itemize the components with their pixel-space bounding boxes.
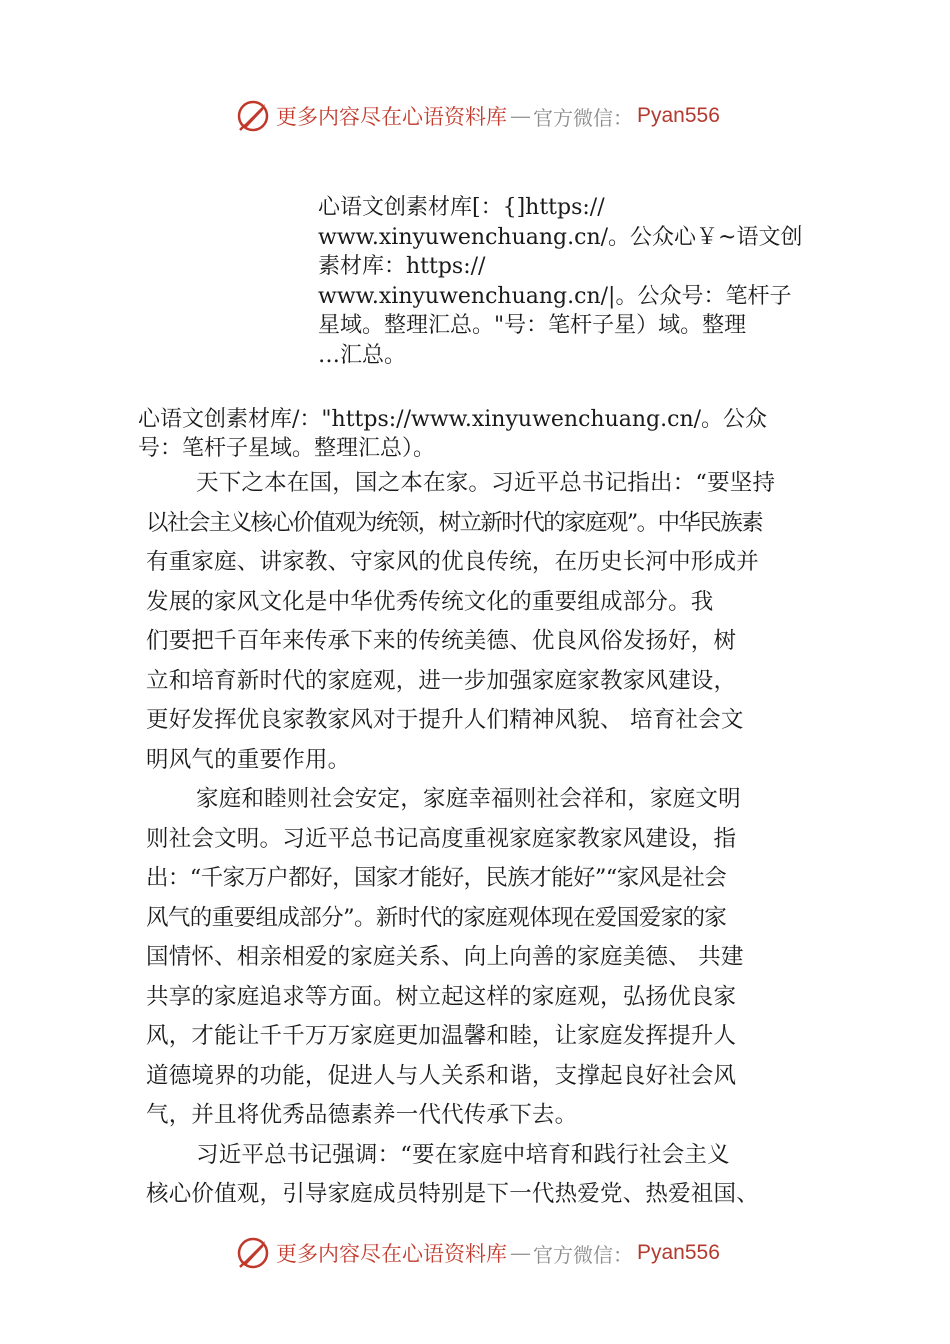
paragraph-line: 家庭和睦则社会安定，家庭幸福则社会祥和，家庭文明	[196, 786, 741, 812]
paragraph-line: 发展的家风文化是中华优秀传统文化的重要组成部分。我	[146, 588, 714, 615]
paragraph-line: 气，并且将优秀品德素养一代代传承下去。	[146, 1102, 578, 1128]
note-line: 心语文创素材库[：{]https://	[318, 195, 605, 220]
article-body	[146, 464, 826, 1215]
paragraph-line: 道德境界的功能，促进人与人关系和谐，支撑起良好社会风	[146, 1062, 737, 1089]
paragraph-line: 明风气的重要作用。	[146, 746, 351, 773]
note-line: 素材库：https://	[318, 254, 486, 279]
banner-wechat-id: Pyan556	[637, 1241, 720, 1264]
note-line: …汇总。	[318, 342, 407, 368]
paragraph-line: 习近平总书记强调：“要在家庭中培育和践行社会主义	[196, 1141, 730, 1168]
paragraph-line: 们要把千百年来传承下来的传统美德、优良风俗发扬好，树	[146, 628, 737, 654]
credit-line: 心语文创素材库/："https://www.xinyuwenchuang.cn/。公众	[138, 407, 768, 432]
paragraph-line: 立和培育新时代的家庭观，进一步加强家庭家教家风建设，	[146, 667, 737, 694]
paragraph-line: 风，才能让千千万万家庭更加温馨和睦，让家庭发挥提升人	[146, 1023, 737, 1049]
paragraph-line: 风气的重要组成部分”。新时代的家庭观体现在爱国爱家的家	[146, 904, 727, 931]
banner-separator: —	[510, 104, 530, 128]
pen-logo-icon	[236, 99, 270, 133]
note-line: 星域。整理汇总。"号：笔杆子星）域。整理	[318, 313, 747, 338]
paragraph-line: 有重家庭、讲家教、守家风的优良传统，在历史长河中形成并	[146, 549, 759, 575]
paragraph-line: 核心价值观，引导家庭成员特别是下一代热爱党、热爱祖国、	[146, 1181, 759, 1207]
credit-line: 号：笔杆子星域。整理汇总）。	[138, 436, 436, 461]
header-banner	[236, 96, 720, 136]
banner-main-text: 更多内容尽在心语资料库	[276, 1242, 507, 1266]
source-note-block	[318, 193, 823, 370]
paragraph-line: 共享的家庭追求等方面。树立起这样的家庭观，弘扬优良家	[146, 983, 737, 1010]
source-credit	[138, 405, 828, 463]
banner-main-text: 更多内容尽在心语资料库	[276, 105, 507, 129]
note-line: www.xinyuwenchuang.cn/|。公众号：笔杆子	[318, 283, 792, 309]
paragraph-line: 以社会主义核心价值观为统领，树立新时代的家庭观”。中华民族素	[146, 509, 763, 536]
banner-wechat-id: Pyan556	[637, 104, 720, 127]
note-line: www.xinyuwenchuang.cn/。公众心￥~语文创	[318, 224, 803, 250]
banner-sub-text: 官方微信：	[533, 105, 633, 130]
paragraph-line: 国情怀、相亲相爱的家庭关系、向上向善的家庭美德、 共建	[146, 944, 744, 970]
footer-banner	[236, 1233, 720, 1273]
paragraph-line: 则社会文明。习近平总书记高度重视家庭家教家风建设，指	[146, 825, 737, 852]
banner-separator: —	[510, 1241, 530, 1265]
banner-sub-text: 官方微信：	[533, 1242, 633, 1267]
paragraph-line: 天下之本在国，国之本在家。习近平总书记指出：“要坚持	[196, 470, 776, 496]
paragraph-line: 更好发挥优良家教家风对于提升人们精神风貌、 培育社会文	[146, 707, 744, 733]
paragraph-line: 出：“千家万户都好，国家才能好，民族才能好”“家风是社会	[146, 865, 727, 891]
pen-logo-icon	[236, 1236, 270, 1270]
